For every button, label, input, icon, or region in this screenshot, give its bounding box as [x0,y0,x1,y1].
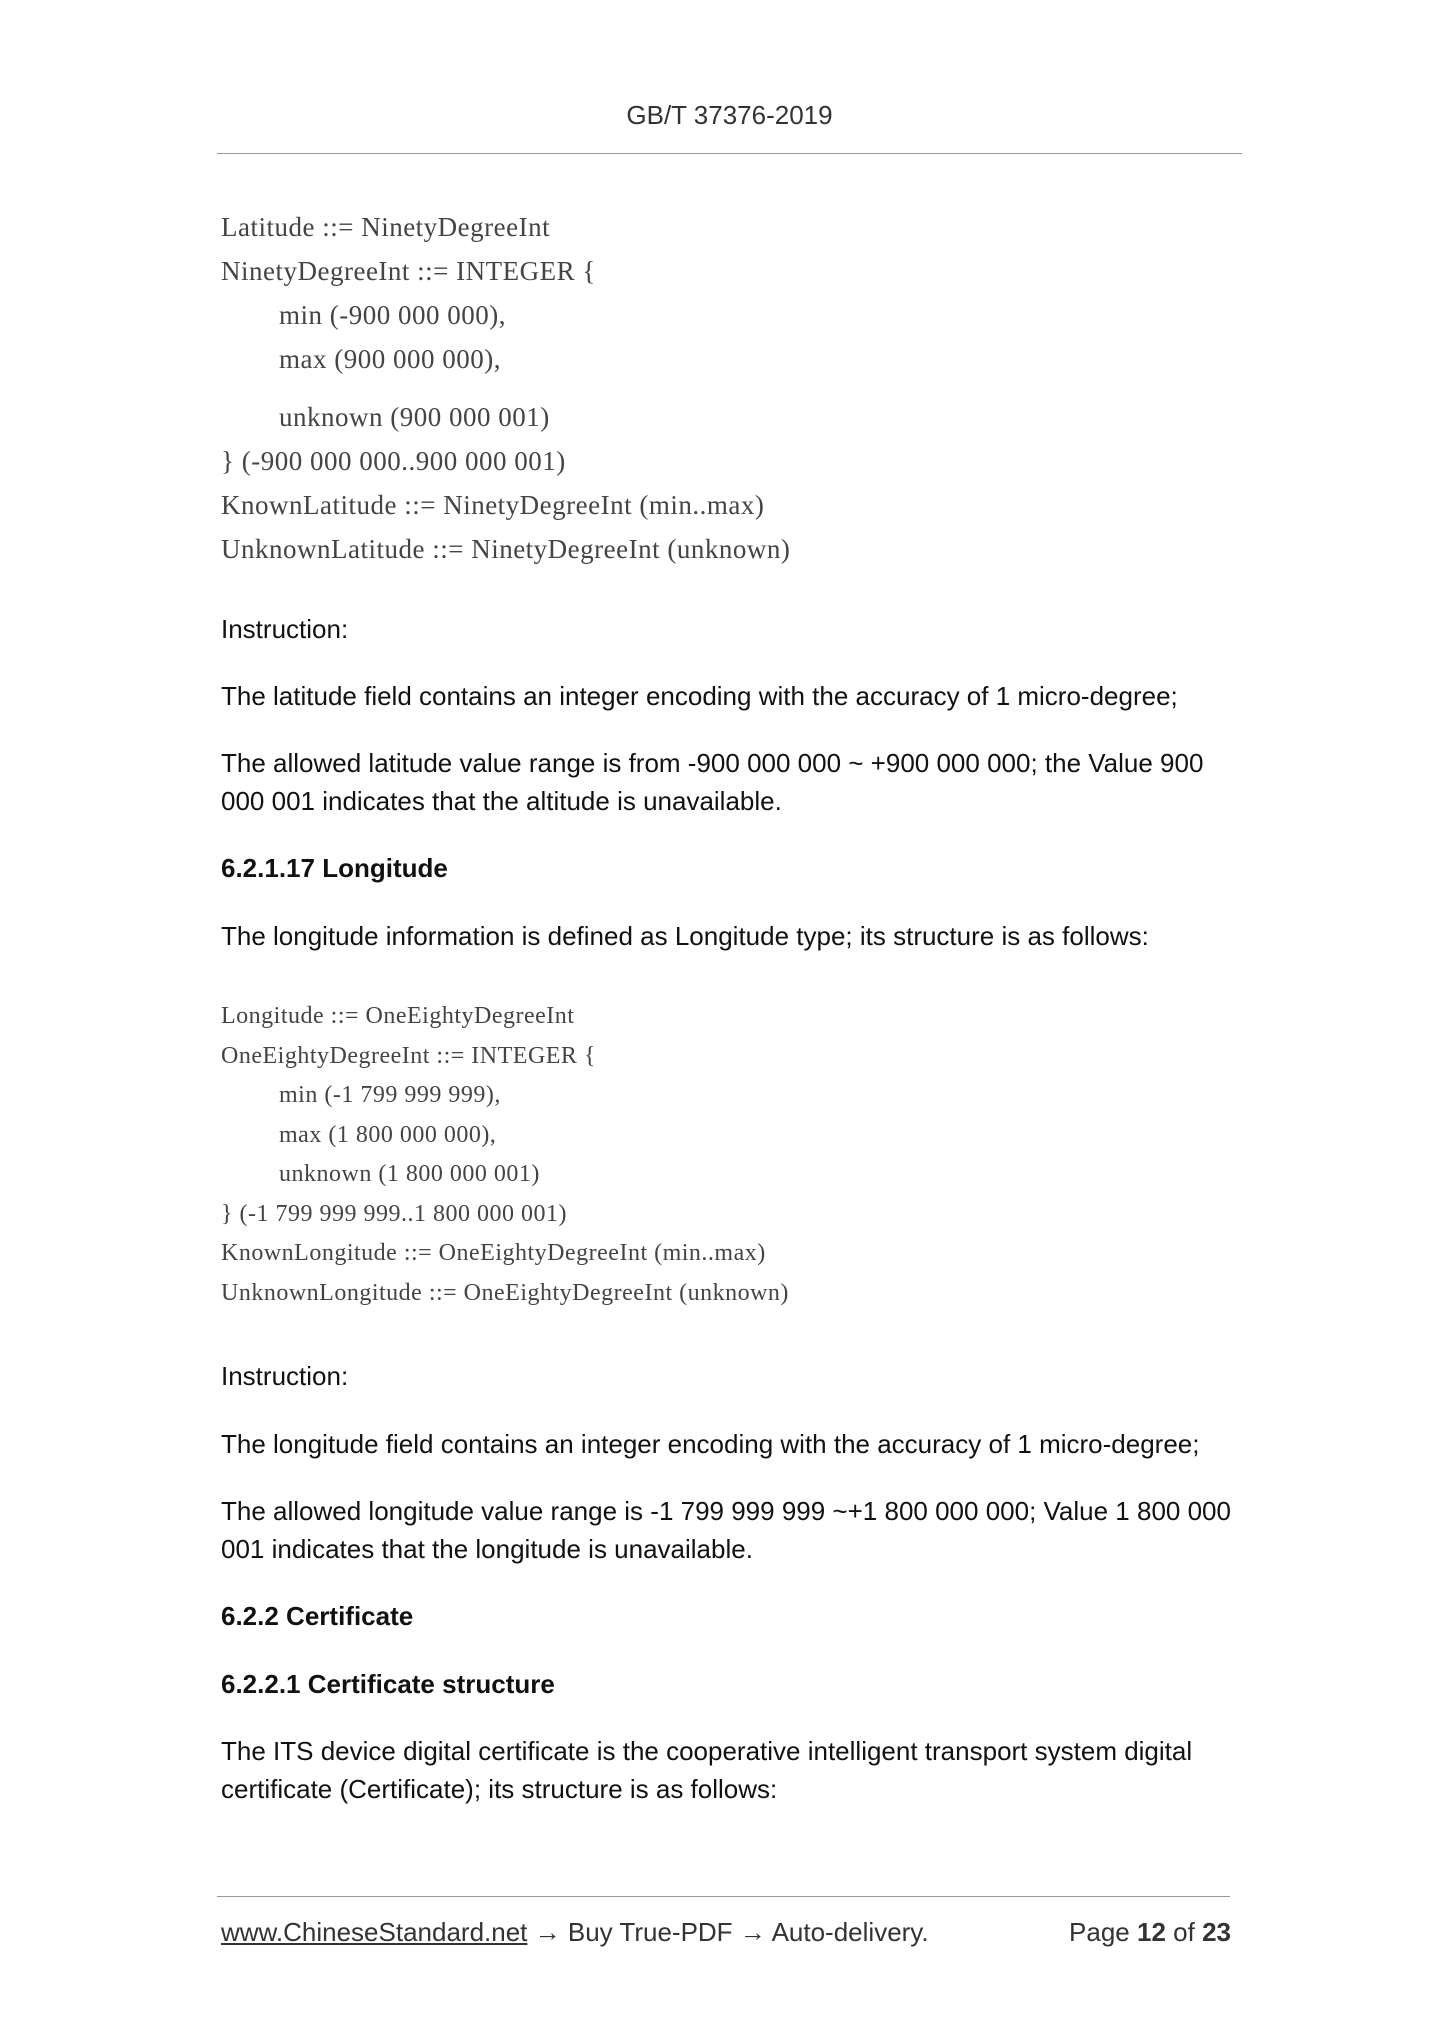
page-label: Page [1069,1917,1130,1947]
latitude-instruction-label: Instruction: [221,614,349,644]
page-total: 23 [1202,1917,1231,1947]
page-indicator [1069,1912,1231,1952]
code-line: min (-1 799 999 999), [279,1082,501,1108]
longitude-intro-text: The longitude information is defined as Longitude type; its structure is as follows: [221,921,1149,951]
footer-divider [217,1896,1230,1897]
page-footer [221,1912,1231,1952]
code-line: OneEightyDegreeInt ::= INTEGER { [221,1042,596,1069]
longitude-range-text: The allowed longitude value range is -1 799 999 999 ~+1 800 000 000; Value 1 800 000 001 indicates that the longitude is unavailable. [221,1496,1231,1564]
code-line: max (900 000 000), [279,344,501,374]
code-line: min (-900 000 000), [279,300,506,330]
longitude-accuracy-text: The longitude field contains an integer encoding with the accuracy of 1 micro-degree; [221,1429,1200,1459]
document-id-header: GB/T 37376-2019 [626,100,833,130]
latitude-accuracy-text: The latitude field contains an integer encoding with the accuracy of 1 micro-degree; [221,681,1178,711]
longitude-instruction-label: Instruction: [221,1361,349,1391]
certificate-structure-heading: 6.2.2.1 Certificate structure [221,1669,555,1699]
code-line: UnknownLongitude ::= OneEightyDegreeInt (unknown) [221,1279,789,1306]
footer-nav-text: → Buy True-PDF → Auto-delivery. [527,1917,929,1947]
website-link[interactable]: www.ChineseStandard.net [221,1917,528,1947]
certificate-heading: 6.2.2 Certificate [221,1601,414,1631]
header-divider [217,153,1242,154]
code-line: KnownLongitude ::= OneEightyDegreeInt (min..max) [221,1240,766,1266]
code-line: Longitude ::= OneEightyDegreeInt [221,1003,575,1029]
latitude-range-text: The allowed latitude value range is from -900 000 000 ~ +900 000 000; the Value 900 000 001 indicates that the altitude is unavailable. [221,748,1204,816]
code-line: UnknownLatitude ::= NinetyDegreeInt (unknown) [221,534,791,564]
certificate-intro-text: The ITS device digital certificate is the cooperative intelligent transport system digital certificate (Certificate); its structure is as follows: [221,1736,1193,1804]
code-line: } (-1 799 999 999..1 800 000 001) [221,1200,567,1227]
code-line: KnownLatitude ::= NinetyDegreeInt (min..max) [221,490,765,520]
code-line: max (1 800 000 000), [279,1121,497,1148]
page-number: 12 [1137,1917,1166,1947]
code-spacer [221,381,790,395]
longitude-code-block [221,997,789,1313]
code-line: } (-900 000 000..900 000 001) [221,446,566,476]
code-line: NinetyDegreeInt ::= INTEGER { [221,256,596,286]
code-line: unknown (1 800 000 001) [279,1161,540,1187]
page-of-label: of [1173,1917,1195,1947]
longitude-heading: 6.2.1.17 Longitude [221,853,448,883]
latitude-code-block [221,205,790,571]
code-line: Latitude ::= NinetyDegreeInt [221,212,551,242]
code-line: unknown (900 000 001) [279,402,550,432]
